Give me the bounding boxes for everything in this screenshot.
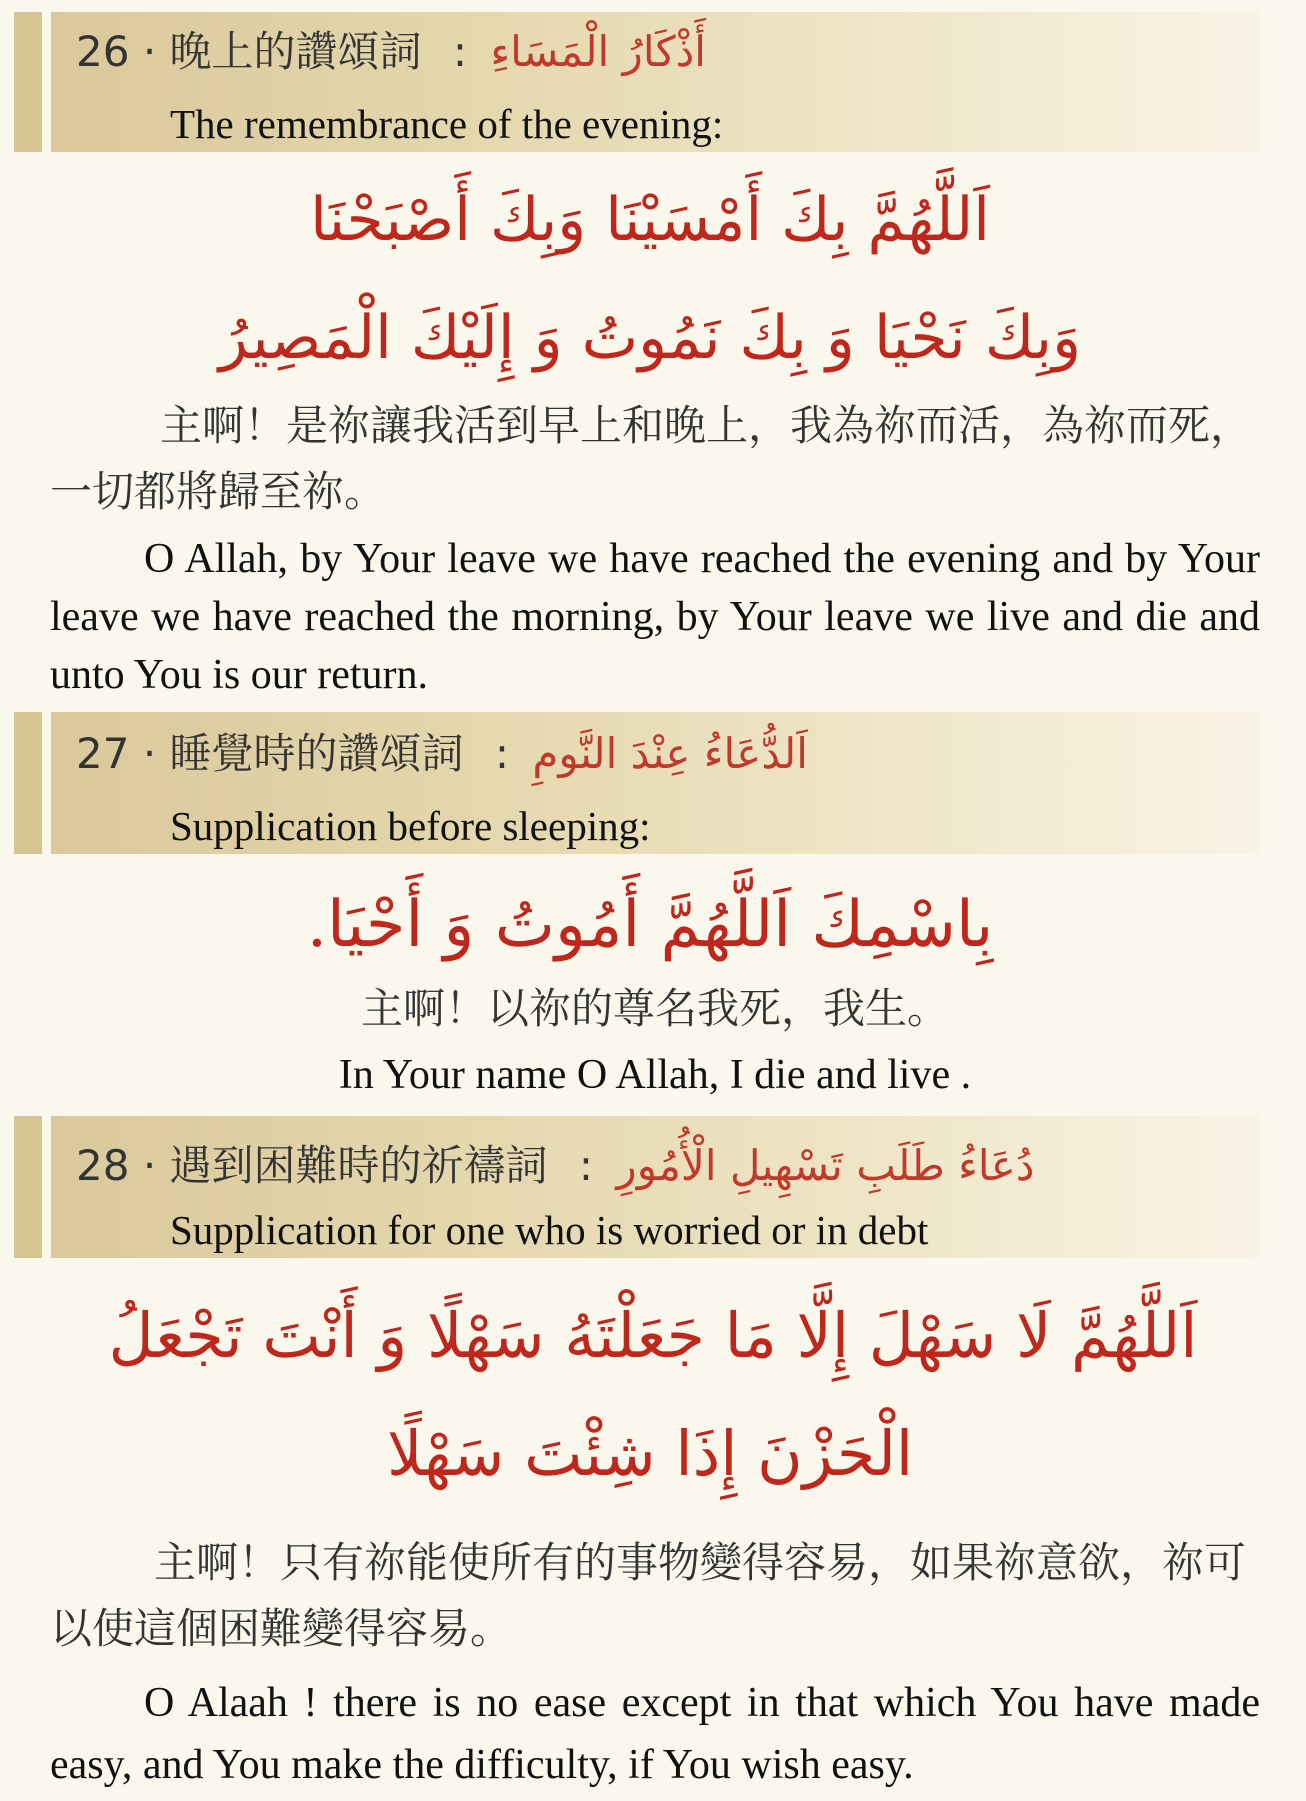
- arabic-verse-line: اَللَّهُمَّ لَا سَهْلَ إِلَّا مَا جَعَلْتَهُ سَهْلًا وَ أَنْتَ تَجْعَلُ: [108, 1299, 1198, 1372]
- section-27-header: [14, 712, 1260, 854]
- section-28-header: [14, 1116, 1260, 1258]
- section-arabic-title: أَذْكَارُ الْمَسَاءِ: [490, 27, 706, 76]
- section-chinese-title: 睡覺時的讚頌詞: [169, 729, 464, 778]
- arabic-verse-line: وَبِكَ نَحْيَا وَ بِكَ نَمُوتُ وَ إِلَيْكَ الْمَصِيرُ: [218, 303, 1082, 373]
- title-colon: :: [578, 1141, 594, 1190]
- separator-dot: ·: [142, 1141, 157, 1190]
- chinese-translation: 主啊！是祢讓我活到早上和晚上，我為祢而活，為祢而死，一切都將歸至祢。: [50, 401, 1253, 516]
- header-accent-bar: [14, 12, 51, 152]
- header-accent-bar: [14, 1116, 51, 1258]
- arabic-verse-line: اَللَّهُمَّ بِكَ أَمْسَيْنَا وَبِكَ أَصْبَحْنَا: [310, 185, 990, 255]
- section-arabic-title: دُعَاءُ طَلَبِ تَسْهِيلِ الْأُمُورِ: [616, 1141, 1035, 1190]
- section-title-line: [76, 726, 808, 782]
- header-accent-bar: [14, 712, 51, 854]
- section-number: 28: [76, 1141, 130, 1190]
- section-english-title: Supplication for one who is worried or in debt: [170, 1207, 929, 1253]
- english-translation: In Your name O Allah, I die and live .: [338, 1052, 972, 1098]
- english-translation: O Allah, by Your leave we have reached the evening and by Your leave we have reached the morning, by Your leave we live and die and unto You is our return.: [50, 536, 1260, 698]
- section-26-header: [14, 12, 1260, 152]
- title-colon: :: [494, 729, 510, 778]
- separator-dot: ·: [142, 27, 157, 76]
- section-title-line: [76, 24, 706, 80]
- chinese-translation: 主啊！只有祢能使所有的事物變得容易，如果祢意欲，祢可以使這個困難變得容易。: [50, 1538, 1247, 1653]
- section-number: 27: [76, 729, 130, 778]
- section-chinese-title: 晚上的讚頌詞: [169, 27, 422, 76]
- section-title-line: [76, 1138, 1034, 1194]
- section-arabic-title: اَلدُّعَاءُ عِنْدَ النَّومِ: [532, 729, 808, 778]
- english-translation: O Alaah ! there is no ease except in that which You have made easy, and You make the difficulty, if You wish easy.: [50, 1680, 1260, 1788]
- section-chinese-title: 遇到困難時的祈禱詞: [169, 1141, 548, 1190]
- arabic-verse-line: بِاسْمِكَ اَللَّهُمَّ أَمُوتُ وَ أَحْيَا.: [306, 888, 994, 962]
- section-number: 26: [76, 27, 130, 76]
- separator-dot: ·: [142, 729, 157, 778]
- section-english-title: Supplication before sleeping:: [170, 803, 651, 849]
- chinese-translation: 主啊！以祢的尊名我死，我生。: [360, 984, 949, 1033]
- title-colon: :: [452, 27, 468, 76]
- section-english-title: The remembrance of the evening:: [170, 101, 724, 147]
- arabic-verse-line: الْحَزْنَ إِذَا شِئْتَ سَهْلًا: [386, 1417, 914, 1490]
